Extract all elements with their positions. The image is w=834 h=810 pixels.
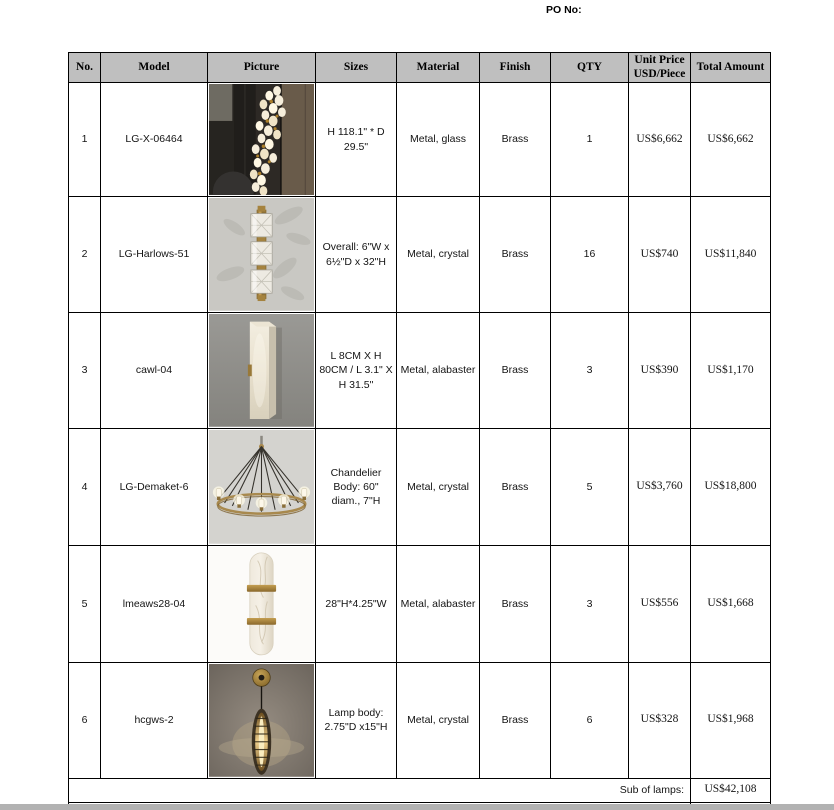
col-header-sizes: Sizes (316, 53, 397, 83)
table-row (69, 83, 771, 197)
col-header-no: No. (69, 53, 101, 83)
table-row (69, 429, 771, 546)
subtotal-row (69, 778, 771, 802)
product-photo-ring-chandelier (209, 430, 314, 544)
table-row (69, 313, 771, 429)
product-photo-alabaster-sconce (209, 314, 314, 427)
cell-total-amount: US$18,800 (691, 429, 771, 546)
cell-total-amount: US$11,840 (691, 197, 771, 313)
table-row (69, 662, 771, 778)
col-header-picture: Picture (208, 53, 316, 83)
cell-material: Metal, crystal (397, 197, 480, 313)
cell-picture (208, 313, 316, 429)
cell-no: 5 (69, 546, 101, 663)
cell-finish: Brass (480, 662, 551, 778)
cell-finish: Brass (480, 197, 551, 313)
cell-no: 2 (69, 197, 101, 313)
product-photo-crystal-sconce (209, 198, 314, 311)
header-row (69, 53, 771, 83)
cell-finish: Brass (480, 83, 551, 197)
cell-qty: 3 (551, 546, 629, 663)
cell-no: 4 (69, 429, 101, 546)
cell-total-amount: US$6,662 (691, 83, 771, 197)
table-row (69, 546, 771, 663)
cell-sizes: Overall: 6"W x 6½"D x 32"H (316, 197, 397, 313)
cell-model: LG-X-06464 (101, 83, 208, 197)
cell-finish: Brass (480, 313, 551, 429)
cell-total-amount: US$1,668 (691, 546, 771, 663)
cell-sizes: H 118.1" * D 29.5" (316, 83, 397, 197)
cell-no: 1 (69, 83, 101, 197)
table-row (69, 197, 771, 313)
cell-qty: 6 (551, 662, 629, 778)
window-bottom-edge (0, 804, 834, 810)
cell-picture (208, 83, 316, 197)
cell-sizes: 28"H*4.25"W (316, 546, 397, 663)
cell-material: Metal, alabaster (397, 313, 480, 429)
col-header-total-amount: Total Amount (691, 53, 771, 83)
subtotal-value: US$42,108 (691, 778, 771, 802)
cell-picture (208, 429, 316, 546)
cell-qty: 1 (551, 83, 629, 197)
cell-material: Metal, alabaster (397, 546, 480, 663)
cell-unit-price: US$390 (629, 313, 691, 429)
cell-model: cawl-04 (101, 313, 208, 429)
po-number-label: PO No: (546, 4, 582, 16)
cell-picture (208, 662, 316, 778)
cell-no: 6 (69, 662, 101, 778)
cell-model: LG-Harlows-51 (101, 197, 208, 313)
col-header-qty: QTY (551, 53, 629, 83)
cell-picture (208, 197, 316, 313)
cell-finish: Brass (480, 429, 551, 546)
cell-unit-price: US$6,662 (629, 83, 691, 197)
cell-model: LG-Demaket-6 (101, 429, 208, 546)
cell-picture (208, 546, 316, 663)
col-header-model: Model (101, 53, 208, 83)
po-table (68, 52, 771, 810)
col-header-material: Material (397, 53, 480, 83)
cell-sizes: Chandelier Body: 60" diam., 7"H (316, 429, 397, 546)
col-header-finish: Finish (480, 53, 551, 83)
cell-total-amount: US$1,170 (691, 313, 771, 429)
product-photo-blossom-chandelier (209, 84, 314, 195)
cell-unit-price: US$328 (629, 662, 691, 778)
cell-model: lmeaws28-04 (101, 546, 208, 663)
product-photo-glowing-pendant (209, 664, 314, 777)
cell-qty: 3 (551, 313, 629, 429)
product-photo-pill-sconce (209, 547, 314, 661)
cell-sizes: Lamp body: 2.75"D x15"H (316, 662, 397, 778)
cell-unit-price: US$3,760 (629, 429, 691, 546)
cell-no: 3 (69, 313, 101, 429)
cell-qty: 16 (551, 197, 629, 313)
cell-sizes: L 8CM X H 80CM / L 3.1" X H 31.5" (316, 313, 397, 429)
cell-total-amount: US$1,968 (691, 662, 771, 778)
col-header-unit-price: Unit Price USD/Piece (629, 53, 691, 83)
subtotal-label: Sub of lamps: (69, 778, 691, 802)
cell-material: Metal, crystal (397, 429, 480, 546)
cell-material: Metal, glass (397, 83, 480, 197)
cell-finish: Brass (480, 546, 551, 663)
cell-material: Metal, crystal (397, 662, 480, 778)
cell-qty: 5 (551, 429, 629, 546)
cell-unit-price: US$556 (629, 546, 691, 663)
cell-model: hcgws-2 (101, 662, 208, 778)
cell-unit-price: US$740 (629, 197, 691, 313)
